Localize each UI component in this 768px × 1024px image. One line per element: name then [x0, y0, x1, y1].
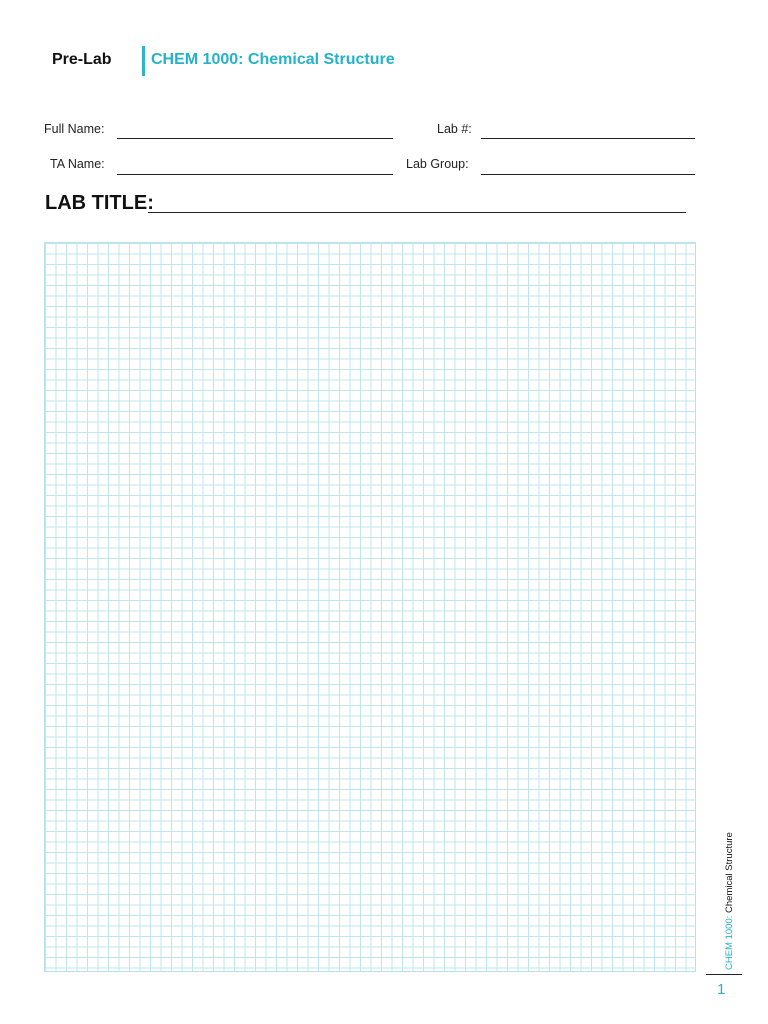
side-footer	[724, 832, 735, 970]
full-name-field[interactable]	[117, 138, 393, 139]
graph-paper-area	[44, 242, 696, 972]
ta-name-field[interactable]	[117, 174, 393, 175]
section-label: Pre-Lab	[52, 51, 112, 68]
full-name-label: Full Name:	[44, 122, 105, 136]
header-divider	[142, 46, 145, 76]
lab-number-label: Lab #:	[437, 122, 472, 136]
lab-group-label: Lab Group:	[406, 157, 469, 171]
ta-name-label: TA Name:	[50, 157, 105, 171]
lab-number-field[interactable]	[481, 138, 695, 139]
lab-title-field[interactable]	[148, 212, 686, 213]
side-course: CHEM 1000:	[724, 915, 735, 970]
page-number-rule	[706, 974, 742, 975]
page-number: 1	[717, 981, 726, 998]
lab-group-field[interactable]	[481, 174, 695, 175]
side-title: Chemical Structure	[724, 832, 735, 913]
course-title: CHEM 1000: Chemical Structure	[151, 51, 395, 68]
lab-title-label: LAB TITLE:	[45, 192, 154, 214]
